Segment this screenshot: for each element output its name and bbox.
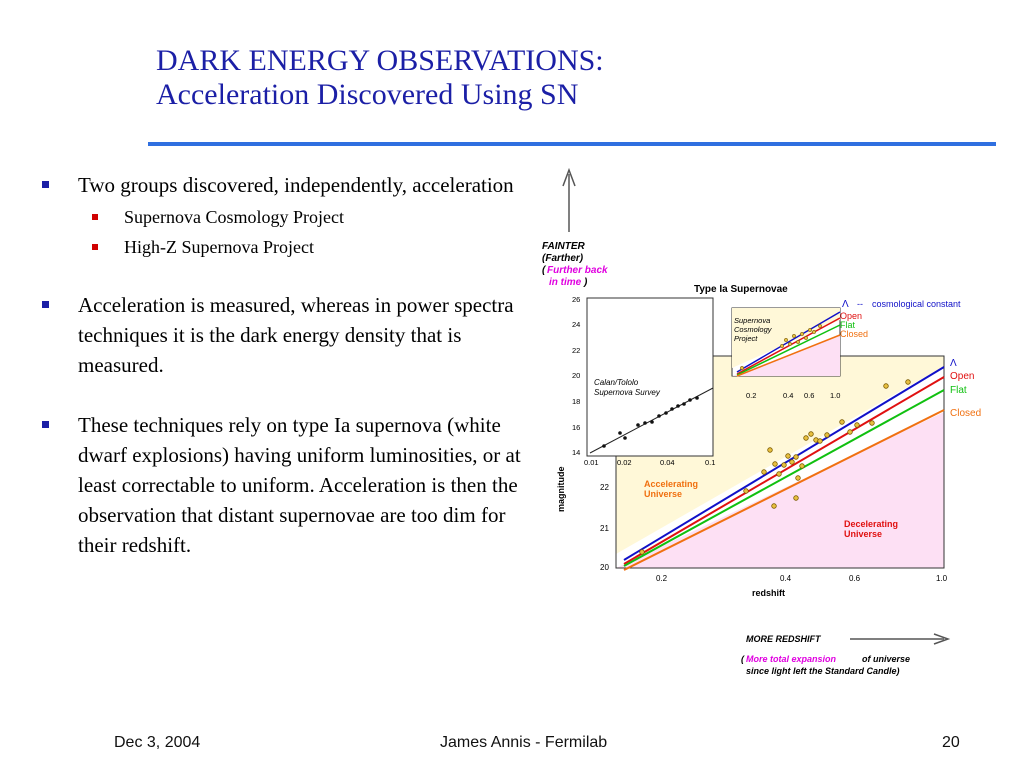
low-z-x-tick: 0.01 <box>584 458 599 467</box>
low-z-y-tick: 18 <box>572 397 581 406</box>
inset-flat-label: Flat <box>840 320 856 330</box>
inset-open-label: Open <box>840 311 863 321</box>
scp-x-tick: 0.2 <box>746 391 757 400</box>
footer-author: James Annis - Fermilab <box>440 734 608 751</box>
low-z-y-tick: 22 <box>572 346 581 355</box>
lambda-legend-label: Λ <box>950 358 957 369</box>
footer-date: Dec 3, 2004 <box>114 734 201 751</box>
data-point <box>906 380 911 385</box>
data-point <box>870 421 875 426</box>
sub-bullet-text: High-Z Supernova Project <box>124 237 314 257</box>
sub-bullet-item <box>78 234 532 260</box>
further-back-open-paren: ( <box>542 265 546 276</box>
low-z-inset-frame <box>587 298 713 456</box>
data-point <box>812 330 815 333</box>
footer-page-number: 20 <box>942 734 960 751</box>
low-z-x-tick: 0.04 <box>660 458 675 467</box>
closed-legend-label: Closed <box>950 408 982 419</box>
plot-title: Type Ia Supernovae <box>694 284 788 295</box>
data-point <box>670 407 674 411</box>
data-point <box>640 550 645 555</box>
data-point <box>682 402 686 406</box>
sub-bullet-item <box>78 204 532 230</box>
title-divider <box>148 142 996 146</box>
data-point <box>825 433 830 438</box>
data-point <box>792 334 795 337</box>
low-z-y-tick: 14 <box>572 448 581 457</box>
y-axis-label: magnitude <box>556 466 566 512</box>
data-point <box>808 328 811 331</box>
data-point <box>643 421 647 425</box>
scp-label: Cosmology <box>734 325 772 334</box>
open-legend-label: Open <box>950 371 975 382</box>
low-z-y-tick: 20 <box>572 371 581 380</box>
in-time-close-paren: ) <box>584 277 588 288</box>
inset-closed-label: Closed <box>840 329 869 339</box>
data-point <box>818 439 823 444</box>
data-point <box>800 464 805 469</box>
low-z-y-tick: 16 <box>572 423 581 432</box>
flat-legend-label: Flat <box>950 385 967 396</box>
data-point <box>664 411 668 415</box>
data-point <box>796 340 799 343</box>
bullet-square-icon <box>42 301 49 308</box>
bullet-square-icon <box>42 181 49 188</box>
data-point <box>744 489 749 494</box>
fainter-label: FAINTER <box>542 241 585 252</box>
bullet-item <box>42 410 532 560</box>
bullet-list <box>42 170 532 590</box>
main-x-tick-label: 1.0 <box>936 574 948 583</box>
data-point <box>848 430 853 435</box>
data-point <box>804 336 807 339</box>
slide-title <box>156 44 604 112</box>
data-point <box>762 470 767 475</box>
main-y-tick-label: 20 <box>600 563 609 572</box>
calan-label: Calan/Tololo <box>594 378 639 387</box>
scp-label: Project <box>734 334 758 343</box>
data-point <box>688 398 692 402</box>
main-x-tick-label: 0.6 <box>849 574 861 583</box>
bullet-text: Two groups discovered, independently, acceleration <box>78 173 514 197</box>
data-point <box>636 423 640 427</box>
bullet-square-icon <box>42 421 49 428</box>
data-point <box>780 344 783 347</box>
low-z-y-tick: 26 <box>572 295 581 304</box>
sub-bullet-text: Supernova Cosmology Project <box>124 207 344 227</box>
of-universe-label: of universe <box>862 654 911 664</box>
data-point <box>676 404 680 408</box>
data-point <box>818 324 821 327</box>
data-point <box>618 431 622 435</box>
sub-bullet-square-icon <box>92 214 98 220</box>
data-point <box>794 455 799 460</box>
low-z-y-tick: 24 <box>572 320 581 329</box>
data-point <box>695 396 699 400</box>
data-point <box>777 472 782 477</box>
data-point <box>657 414 661 418</box>
accelerating-label: Accelerating <box>644 479 699 489</box>
calan-label: Supernova Survey <box>594 388 660 397</box>
bullet-text: Acceleration is measured, whereas in power spectra techniques it is the dark energy density that is measured. <box>78 293 514 377</box>
data-point <box>809 432 814 437</box>
data-point <box>788 342 791 345</box>
data-point <box>796 476 801 481</box>
data-point <box>884 384 889 389</box>
cc-lambda-symbol: Λ <box>842 299 849 310</box>
low-z-x-tick: 0.02 <box>617 458 632 467</box>
data-point <box>602 444 606 448</box>
bullet-text: These techniques rely on type Ia supernova (white dwarf explosions) having uniform luminosities, or at least correctable to uniform. Acceleration is then the observation that distant supernovae are too dim for their redshift. <box>78 413 521 557</box>
main-y-tick-label: 21 <box>600 524 609 533</box>
x-axis-label: redshift <box>752 588 786 598</box>
data-point <box>740 366 743 369</box>
further-back-label: Further back <box>547 265 608 276</box>
scp-x-tick: 0.4 <box>783 391 794 400</box>
main-x-tick-label: 0.2 <box>656 574 668 583</box>
accelerating-label: Universe <box>644 489 683 499</box>
data-point <box>650 420 654 424</box>
data-point <box>794 496 799 501</box>
scp-x-tick: 1.0 <box>830 391 841 400</box>
data-point <box>782 463 787 468</box>
farther-label: (Farther) <box>542 253 584 264</box>
title-line-2: Acceleration Discovered Using SN <box>156 78 579 111</box>
cc-dash: -- <box>857 299 863 309</box>
main-x-tick-label: 0.4 <box>780 574 792 583</box>
sub-bullet-square-icon <box>92 244 98 250</box>
data-point <box>790 460 795 465</box>
more-total-expansion-label: More total expansion <box>746 654 837 664</box>
in-time-label: in time <box>549 277 582 288</box>
data-point <box>784 338 787 341</box>
data-point <box>855 423 860 428</box>
decelerating-label: Universe <box>844 529 883 539</box>
scp-label: Supernova <box>734 316 771 325</box>
main-y-tick-label: 22 <box>600 483 609 492</box>
title-line-1: DARK ENERGY OBSERVATIONS: <box>156 44 604 77</box>
data-point <box>772 504 777 509</box>
cc-label: cosmological constant <box>872 299 961 309</box>
data-point <box>768 448 773 453</box>
bullet-item <box>42 170 532 260</box>
low-z-x-tick: 0.1 <box>705 458 716 467</box>
more-redshift-label: MORE REDSHIFT <box>746 634 821 644</box>
decelerating-label: Decelerating <box>844 519 899 529</box>
data-point <box>804 436 809 441</box>
data-point <box>786 454 791 459</box>
data-point <box>800 332 803 335</box>
supernova-figure <box>532 160 1024 690</box>
bullet-item <box>42 290 532 380</box>
data-point <box>773 462 778 467</box>
data-point <box>623 436 627 440</box>
since-light-label: since light left the Standard Candle) <box>746 666 900 676</box>
data-point <box>840 420 845 425</box>
expansion-open-paren: ( <box>741 654 744 664</box>
scp-x-tick: 0.6 <box>804 391 815 400</box>
